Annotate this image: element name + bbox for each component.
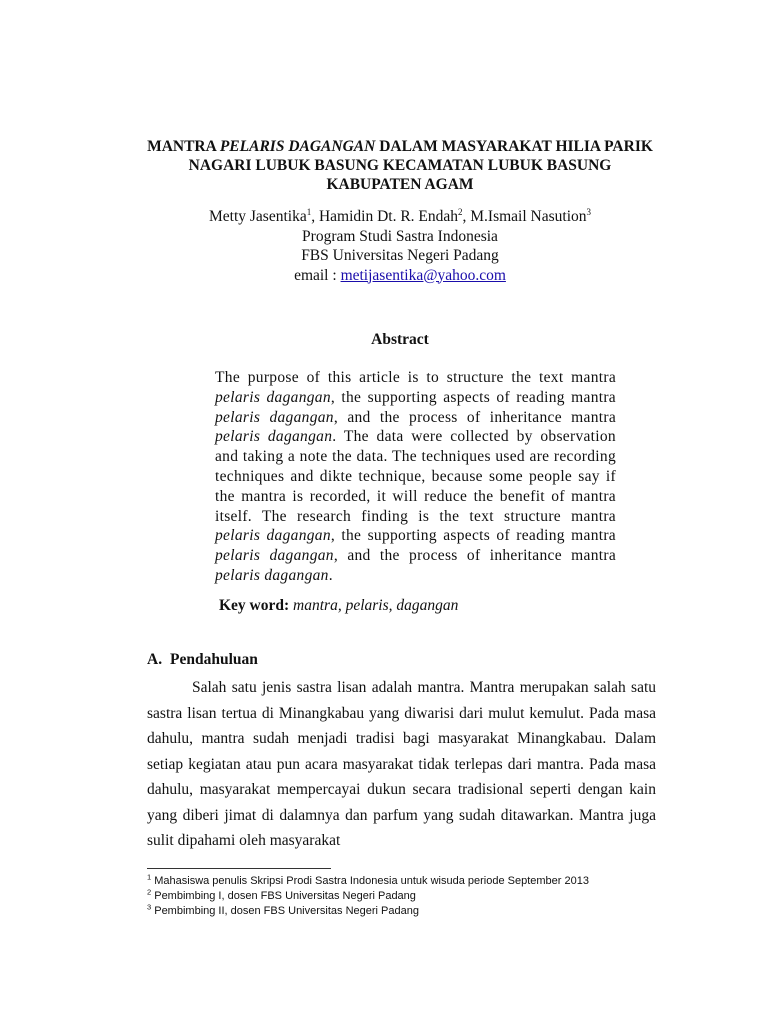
abstract-body: The purpose of this article is to structure the text mantra pelaris dagangan, the supporting aspects of reading mantra pelaris dagangan, and the process of inheritance mantra pelaris dagangan. The data were collected by observation and taking a note the data. The techniques used are recording techniques and dikte technique, because some people say if the mantra is recorded, it will reduce the benefit of mantra itself. The research finding is the text structure mantra pelaris dagangan, the supporting aspects of reading mantra pelaris dagangan, and the process of inheritance mantra pelaris dagangan.	[215, 369, 617, 584]
email-link[interactable]: metijasentika@yahoo.com	[340, 266, 506, 284]
keywords-label: Key word:	[219, 597, 290, 614]
footnote-item: $^2$ Pembimbing I, dosen FBS Universitas Negeri Padang	[147, 887, 416, 902]
title-line-1: MANTRA PELARIS DAGANGAN DALAM MASYARAKAT HILIA PARIK	[147, 138, 653, 155]
faculty-name: FBS Universitas Negeri Padang	[301, 247, 499, 264]
keywords-line	[219, 597, 458, 615]
program-name: Program Studi Sastra Indonesia	[302, 227, 498, 245]
footnotes	[147, 874, 667, 919]
keywords-values: mantra, pelaris, dagangan	[289, 597, 459, 614]
footnote-item: $^1$ Mahasiswa penulis Skripsi Prodi Sastra Indonesia untuk wisuda periode September 2013	[147, 872, 589, 887]
section-number: A.	[147, 651, 163, 668]
title-line-3: KABUPATEN AGAM	[326, 176, 474, 193]
footnote-item: $^3$ Pembimbing II, dosen FBS Universitas Negeri Padang	[147, 902, 419, 917]
paper-title	[120, 137, 680, 194]
section-paragraph: Salah satu jenis sastra lisan adalah mantra. Mantra merupakan salah satu sastra lisan tertua di Minangkabau yang diwarisi dari mulut kemulut. Pada masa dahulu, mantra sudah menjadi tradisi bagi masyarakat Minangkabau. Dalam setiap kegiatan atau pun acara masyarakat tidak terlepas dari mantra. Pada masa dahulu, masyarakat mempercayai dukun secara tradisional seperti dengan kain yang diberi jimat di dalamnya dan parfum yang sudah ditawarkan. Mantra juga sulit dipahami oleh masyarakat	[147, 679, 656, 849]
email-line	[120, 266, 680, 286]
title-line-2: NAGARI LUBUK BASUNG KECAMATAN LUBUK BASUNG	[188, 157, 612, 174]
footnote-divider	[147, 868, 331, 869]
email-label: email :	[294, 266, 341, 284]
section-title: Pendahuluan	[170, 651, 258, 668]
author-block	[120, 207, 680, 285]
abstract-heading: Abstract	[371, 331, 429, 348]
author-list: Metty Jasentika$^1$, Hamidin Dt. R. Endah$^2$, M.Ismail Nasution$^3$	[208, 206, 592, 225]
section-heading	[147, 651, 258, 669]
title-italic: PELARIS DAGANGAN	[219, 138, 376, 155]
